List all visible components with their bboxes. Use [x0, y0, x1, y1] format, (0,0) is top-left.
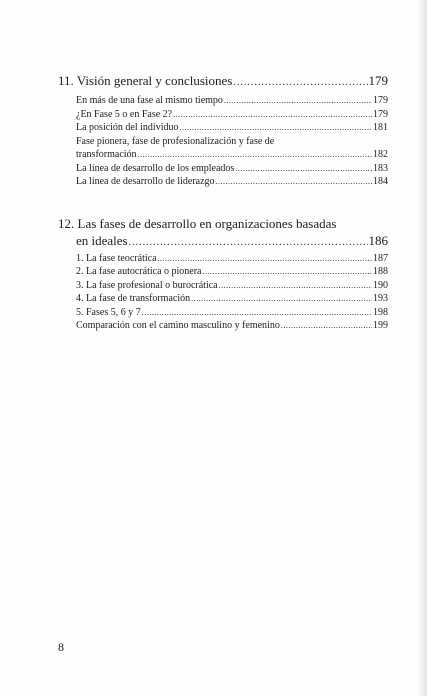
chapter-title: 11. Visión general y conclusiones: [58, 73, 233, 88]
toc-entry: [76, 252, 388, 266]
entry-page-number: 181: [373, 122, 388, 133]
dot-leader: [173, 108, 372, 122]
entry-label-line: Fase pionera, fase de profesionalización y fase de: [76, 135, 275, 147]
toc-chapter-row: [58, 72, 388, 91]
dot-leader: [191, 292, 372, 306]
toc-entries: [58, 94, 388, 189]
entry-label: 5. Fases 5, 6 y 7: [76, 306, 141, 318]
toc-entry: [76, 306, 388, 320]
dot-leader: [233, 74, 367, 91]
entry-label: ¿En Fase 5 o en Fase 2?: [76, 108, 173, 120]
toc-entry: [76, 279, 388, 293]
toc-entry: [76, 108, 388, 122]
dot-leader: [158, 252, 372, 266]
dot-leader: [224, 94, 372, 108]
entry-label: La línea de desarrollo de liderazgo: [76, 176, 215, 187]
entry-page-number: 190: [373, 279, 388, 291]
dot-leader: [281, 319, 372, 333]
entry-page-number: 198: [373, 306, 388, 318]
entry-page-number: 193: [373, 293, 388, 304]
dot-leader: [216, 175, 372, 189]
entry-page-number: 199: [373, 320, 388, 331]
entry-label: 4. La fase de transformación: [76, 293, 191, 304]
entry-page-number: 183: [373, 162, 388, 174]
entry-label: Comparación con el camino masculino y femenino: [76, 320, 280, 331]
entry-label: transformación: [76, 149, 137, 160]
entry-label: 1. La fase teocrática: [76, 252, 157, 264]
table-of-contents: [58, 72, 388, 353]
dot-leader: [219, 279, 372, 293]
entry-page-number: 182: [373, 149, 388, 160]
toc-section-11: [58, 72, 388, 189]
entry-page-number: 188: [373, 266, 388, 277]
dot-leader: [235, 162, 372, 176]
dot-leader: [129, 234, 368, 251]
toc-entry: [76, 148, 388, 162]
entry-page-number: 184: [373, 176, 388, 187]
chapter-title-line: 12. Las fases de desarrollo en organizaciones basadas: [58, 215, 337, 231]
dot-leader: [142, 306, 372, 320]
chapter-title: en ideales: [76, 232, 128, 248]
toc-section-12: [58, 215, 388, 333]
toc-chapter-row: [58, 232, 388, 251]
entry-page-number: 179: [373, 108, 388, 120]
page-number: 8: [58, 640, 64, 654]
toc-entry: [76, 121, 388, 135]
toc-entry: [76, 265, 388, 279]
entry-label: 2. La fase autocrática o pionera: [76, 266, 202, 277]
toc-entry: [76, 162, 388, 176]
dot-leader: [138, 148, 372, 162]
toc-entry: [76, 175, 388, 189]
entry-page-number: 187: [373, 252, 388, 264]
dot-leader: [180, 121, 373, 135]
entry-label: 3. La fase profesional o burocrática: [76, 279, 218, 291]
toc-entries: [58, 252, 388, 333]
page-edge-shadow: [417, 0, 427, 696]
toc-entry: [76, 292, 388, 306]
dot-leader: [203, 265, 373, 279]
entry-label: La línea de desarrollo de los empleados: [76, 162, 235, 174]
toc-entry: [76, 94, 388, 108]
entry-label: En más de una fase al mismo tiempo: [76, 95, 223, 106]
toc-entry: [76, 319, 388, 333]
entry-page-number: 179: [373, 95, 388, 106]
entry-label: La posición del individuo: [76, 122, 179, 133]
chapter-page-number: 186: [368, 232, 388, 248]
chapter-page-number: 179: [368, 73, 388, 88]
